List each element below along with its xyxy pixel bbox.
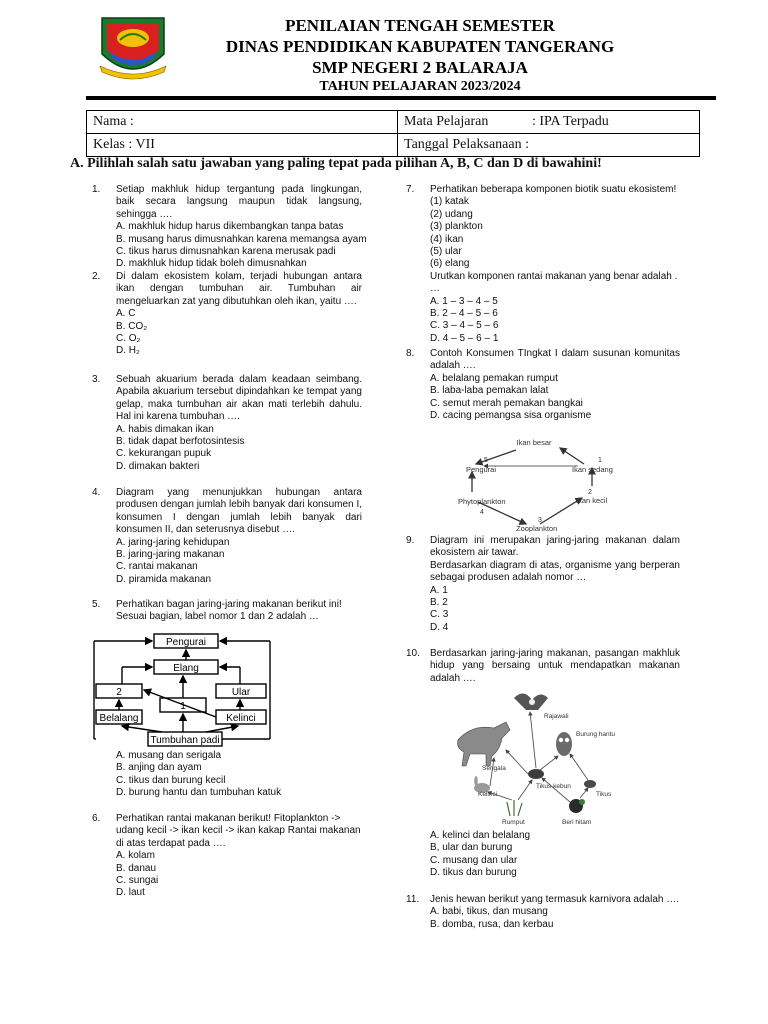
eagle-icon: [514, 693, 548, 710]
option-c: C. tikus dan burung kecil: [116, 774, 226, 786]
question-text: Jenis hewan berikut yang termasuk karnivora adalah ….: [430, 894, 680, 905]
question-number: 11.: [406, 894, 420, 905]
label-tikus: Tikus: [596, 791, 612, 798]
label-rajawali: Rajawali: [544, 713, 569, 720]
grass-icon: [507, 800, 522, 816]
label-zooplankton: Zooplankton: [516, 524, 558, 532]
option-a: A. musang dan serigala: [116, 750, 222, 761]
terrestrial-food-web-diagram: [452, 688, 622, 828]
question-number: 6.: [92, 813, 101, 824]
question-number: 1.: [92, 184, 101, 195]
page-header: [0, 0, 768, 100]
list-item: (3) plankton: [430, 221, 483, 233]
option-d: D. H₂: [116, 345, 140, 357]
label-rumput: Rumput: [502, 819, 525, 826]
option-a: A. makhluk hidup harus dikembangkan tanpa batas: [116, 221, 344, 233]
option-b: B. tidak dapat berfotosintesis: [116, 436, 245, 448]
label-ikan-kecil: Ikan kecil: [576, 496, 608, 505]
label-tumbuhan: Tumbuhan padi: [150, 735, 220, 746]
option-d: D. burung hantu dan tumbuhan katuk: [116, 787, 282, 799]
option-b: B. 2: [430, 597, 448, 609]
question-text-2: Berdasarkan diagram di atas, organisme yang berperan sebagai produsen adalah nomor …: [430, 559, 680, 584]
option-c: C. sungai: [116, 875, 159, 887]
label-serigala: Serigala: [482, 765, 506, 772]
option-d: D. 4: [430, 621, 449, 633]
section-instruction: A. Pilihlah salah satu jawaban yang paling tepat pada pilihan A, B, C dan D di bawahini!: [70, 156, 602, 171]
option-b: B. anjing dan ayam: [116, 762, 202, 774]
option-a: A. kolam: [116, 850, 155, 862]
label-pengurai: Pengurai: [466, 465, 497, 474]
option-b: B. danau: [116, 862, 157, 874]
question-text: Berdasarkan jaring-jaring makanan, pasangan makhluk hidup yang bersaing untuk mendapatkan makanan adalah ….: [430, 648, 680, 684]
label-1: 1: [598, 457, 602, 464]
header-title-exam: PENILAIAN TENGAH SEMESTER: [285, 16, 555, 35]
option-b: B. musang harus dimusnahkan karena memangsa ayam: [116, 233, 367, 245]
question-text: Sebuah akuarium berada dalam keadaan seimbang. Apabila akuarium tersebut dipindahkan ke tempat yang gelap, maka tumbuhan air akan mati terlebih dahulu. Hal ini karena tumbuhan ….: [116, 374, 362, 423]
option-c: C. rantai makanan: [116, 561, 198, 573]
subject-label: Mata Pelajaran: [404, 114, 489, 129]
subject-value: : IPA Terpadu: [532, 114, 609, 129]
question-text-2: Urutkan komponen rantai makanan yang benar adalah . …: [430, 270, 678, 295]
list-item: (6) elang: [430, 258, 470, 270]
food-web-diagram-q5: [92, 632, 272, 748]
subject-field: [398, 111, 700, 134]
label-2: 2: [588, 489, 592, 496]
option-a: A. jaring-jaring kehidupan: [116, 536, 230, 548]
question-number: 8.: [406, 348, 415, 359]
option-c: C. kekurangan pupuk: [116, 448, 212, 460]
option-d: D. tikus dan burung: [430, 867, 517, 879]
question-number: 10.: [406, 648, 420, 659]
option-c: C. semut merah pemakan bangkai: [430, 397, 583, 409]
label-phytoplankton: Phytoplankton: [458, 497, 506, 506]
option-a: A. C: [116, 308, 136, 320]
option-a: A. belalang pemakan rumput: [430, 372, 558, 384]
question-number: 5.: [92, 599, 101, 610]
option-d: D. dimakan bakteri: [116, 460, 200, 472]
option-c: C. musang dan ular: [430, 854, 518, 866]
date-field: Tanggal Pelaksanaan :: [398, 134, 700, 157]
option-a: A. habis dimakan ikan: [116, 423, 214, 435]
list-item: (1) katak: [430, 196, 469, 208]
question-text: Diagram ini merupakan jaring-jaring makanan dalam ekosistem air tawar.: [430, 535, 680, 559]
question-number: 4.: [92, 487, 101, 498]
name-field: Nama :: [87, 111, 398, 134]
option-c: C. O₂: [116, 333, 141, 345]
option-a: A. 1: [430, 584, 448, 596]
class-field: Kelas : VII: [87, 134, 398, 157]
question-number: 2.: [92, 271, 101, 282]
option-b: B. 2 – 4 – 5 – 6: [430, 308, 498, 320]
list-item: (4) ikan: [430, 233, 464, 245]
label-belalang: Belalang: [99, 713, 139, 724]
label-3: 3: [538, 517, 542, 524]
header-title-year: TAHUN PELAJARAN 2023/2024: [319, 79, 521, 94]
wolf-icon: [458, 722, 510, 766]
header-title-agency: DINAS PENDIDIKAN KABUPATEN TANGERANG: [225, 37, 615, 56]
berry-icon: [569, 799, 585, 813]
question-text: Perhatikan rantai makanan berikut! Fitoplankton -> udang kecil -> ikan kecil -> ikan kakap Rantai makanan di atas terdapat pada ….: [116, 813, 361, 849]
option-b: B. laba-laba pemakan lalat: [430, 385, 549, 397]
question-text: Diagram yang menunjukkan hubungan antara produsen dengan jumlah lebih banyak dari konsumen I, konsumen I dengan jumlah lebih banyak dari konsumen II, dan seterusnya disebut ….: [116, 487, 362, 536]
label-5: 5: [484, 457, 488, 464]
aquatic-food-web-diagram: [452, 436, 624, 532]
label-1: 1: [180, 701, 186, 712]
header-divider: [86, 96, 716, 100]
option-c: C. 3 – 4 – 5 – 6: [430, 320, 499, 332]
label-ikan-besar: Ikan besar: [516, 438, 552, 447]
option-d: D. makhluk hidup tidak boleh dimusnahkan: [116, 258, 307, 270]
label-kelinci: Kelinci: [226, 713, 256, 724]
question-text: Contoh Konsumen TIngkat I dalam susunan komunitas adalah ….: [430, 348, 680, 372]
option-d: D. 4 – 5 – 6 – 1: [430, 332, 499, 344]
question-number: 7.: [406, 184, 415, 195]
option-d: D. laut: [116, 887, 145, 899]
question-text: Perhatikan bagan jaring-jaring makanan berikut ini! Sesuai bagian, label nomor 1 dan 2 adalah …: [116, 599, 342, 623]
question-number: 3.: [92, 374, 101, 385]
label-beri-hitam: Beri hitam: [562, 819, 592, 826]
option-d: D. cacing pemangsa sisa organisme: [430, 410, 592, 422]
label-ular: Ular: [231, 687, 251, 698]
option-a: A. kelinci dan belalang: [430, 830, 531, 841]
option-b: B. jaring-jaring makanan: [116, 549, 225, 561]
label-2: 2: [116, 687, 122, 698]
question-text: Setiap makhluk hidup tergantung pada lingkungan, baik secara langsung maupun tidak langsung, sehingga ….: [116, 184, 362, 220]
list-item: (2) udang: [430, 208, 473, 220]
question-10-options: [430, 830, 670, 880]
label-tikus-kebun: Tikus kebun: [536, 783, 571, 790]
question-number: 9.: [406, 535, 415, 546]
label-kelinci: Kelinci: [478, 791, 498, 798]
label-4: 4: [480, 509, 484, 516]
question-5-options: [116, 750, 362, 800]
label-elang: Elang: [173, 663, 199, 674]
option-b: B, ular dan burung: [430, 842, 513, 854]
header-title-school: SMP NEGERI 2 BALARAJA: [312, 58, 528, 77]
question-text: Perhatikan beberapa komponen biotik suatu ekosistem!: [430, 184, 677, 195]
label-burung-hantu: Burung hantu: [576, 731, 616, 738]
label-pengurai: Pengurai: [165, 637, 207, 648]
option-b: B. domba, rusa, dan kerbau: [430, 918, 554, 930]
option-a: A. 1 – 3 – 4 – 5: [430, 295, 498, 307]
question-text: Di dalam ekosistem kolam, terjadi hubungan antara ikan dengan tumbuhan air. Tumbuhan air mengeluarkan zat yang dibutuhkan oleh ikan, yaitu ….: [116, 271, 362, 307]
owl-icon: [556, 732, 572, 756]
option-c: C. 3: [430, 609, 449, 621]
option-c: C. tikus harus dimusnahkan karena merusak padi: [116, 246, 336, 258]
option-b: B. CO₂: [116, 320, 148, 332]
student-info-table: [86, 110, 700, 157]
label-ikan-sedang: Ikan sedang: [572, 465, 613, 474]
option-d: D. piramida makanan: [116, 573, 212, 585]
option-a: A. babi, tikus, dan musang: [430, 906, 548, 918]
list-item: (5) ular: [430, 246, 462, 258]
